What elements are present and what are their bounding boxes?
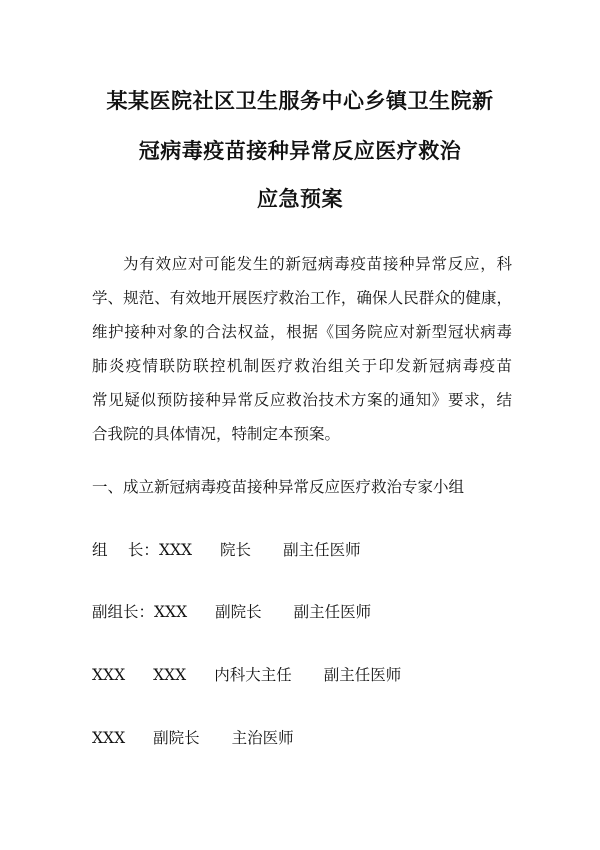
- intro-paragraph-line-6: 合我院的具体情况，特制定本预案。: [92, 425, 341, 443]
- member-row-deputy-director: [92, 726, 294, 748]
- member-title: 主治医师: [231, 729, 294, 747]
- member-name: XXX: [154, 603, 188, 621]
- member-row-internal-medicine: [92, 663, 401, 685]
- document-title-line-2: 冠病毒疫苗接种异常反应医疗救治: [138, 139, 462, 163]
- member-title: 副主任医师: [293, 603, 372, 621]
- member-name: XXX: [158, 541, 193, 559]
- member-name: XXX: [153, 666, 187, 684]
- member-role: 副组长：: [92, 603, 155, 621]
- member-position: 副院长: [215, 603, 262, 621]
- document-title-line-1: 某某医院社区卫生服务中心乡镇卫生院新: [106, 89, 494, 113]
- member-row-leader: [92, 538, 361, 560]
- member-position: 内科大主任: [214, 666, 292, 684]
- member-position: 副院长: [153, 729, 200, 747]
- member-position: 院长: [220, 541, 252, 559]
- member-role: XXX: [92, 666, 126, 684]
- member-title: 副主任医师: [323, 666, 402, 684]
- intro-paragraph-line-4: 肺炎疫情联防联控机制医疗救治组关于印发新冠病毒疫苗: [92, 357, 512, 375]
- member-role: 组 长：: [92, 541, 159, 559]
- member-title: 副主任医师: [283, 541, 361, 559]
- section-1-heading: 一、成立新冠病毒疫苗接种异常反应医疗救治专家小组: [92, 478, 465, 496]
- intro-paragraph-line-2: 学、规范、有效地开展医疗救治工作，确保人民群众的健康，: [92, 289, 512, 307]
- member-role: XXX: [92, 729, 126, 747]
- intro-paragraph-line-1: 为有效应对可能发生的新冠病毒疫苗接种异常反应，科: [123, 255, 512, 273]
- member-row-deputy-leader: [92, 600, 371, 622]
- document-title-line-3: 应急预案: [257, 187, 343, 211]
- intro-paragraph-line-3: 维护接种对象的合法权益，根据《国务院应对新型冠状病毒: [92, 323, 512, 341]
- intro-paragraph-line-5: 常见疑似预防接种异常反应救治技术方案的通知》要求，结: [92, 391, 512, 409]
